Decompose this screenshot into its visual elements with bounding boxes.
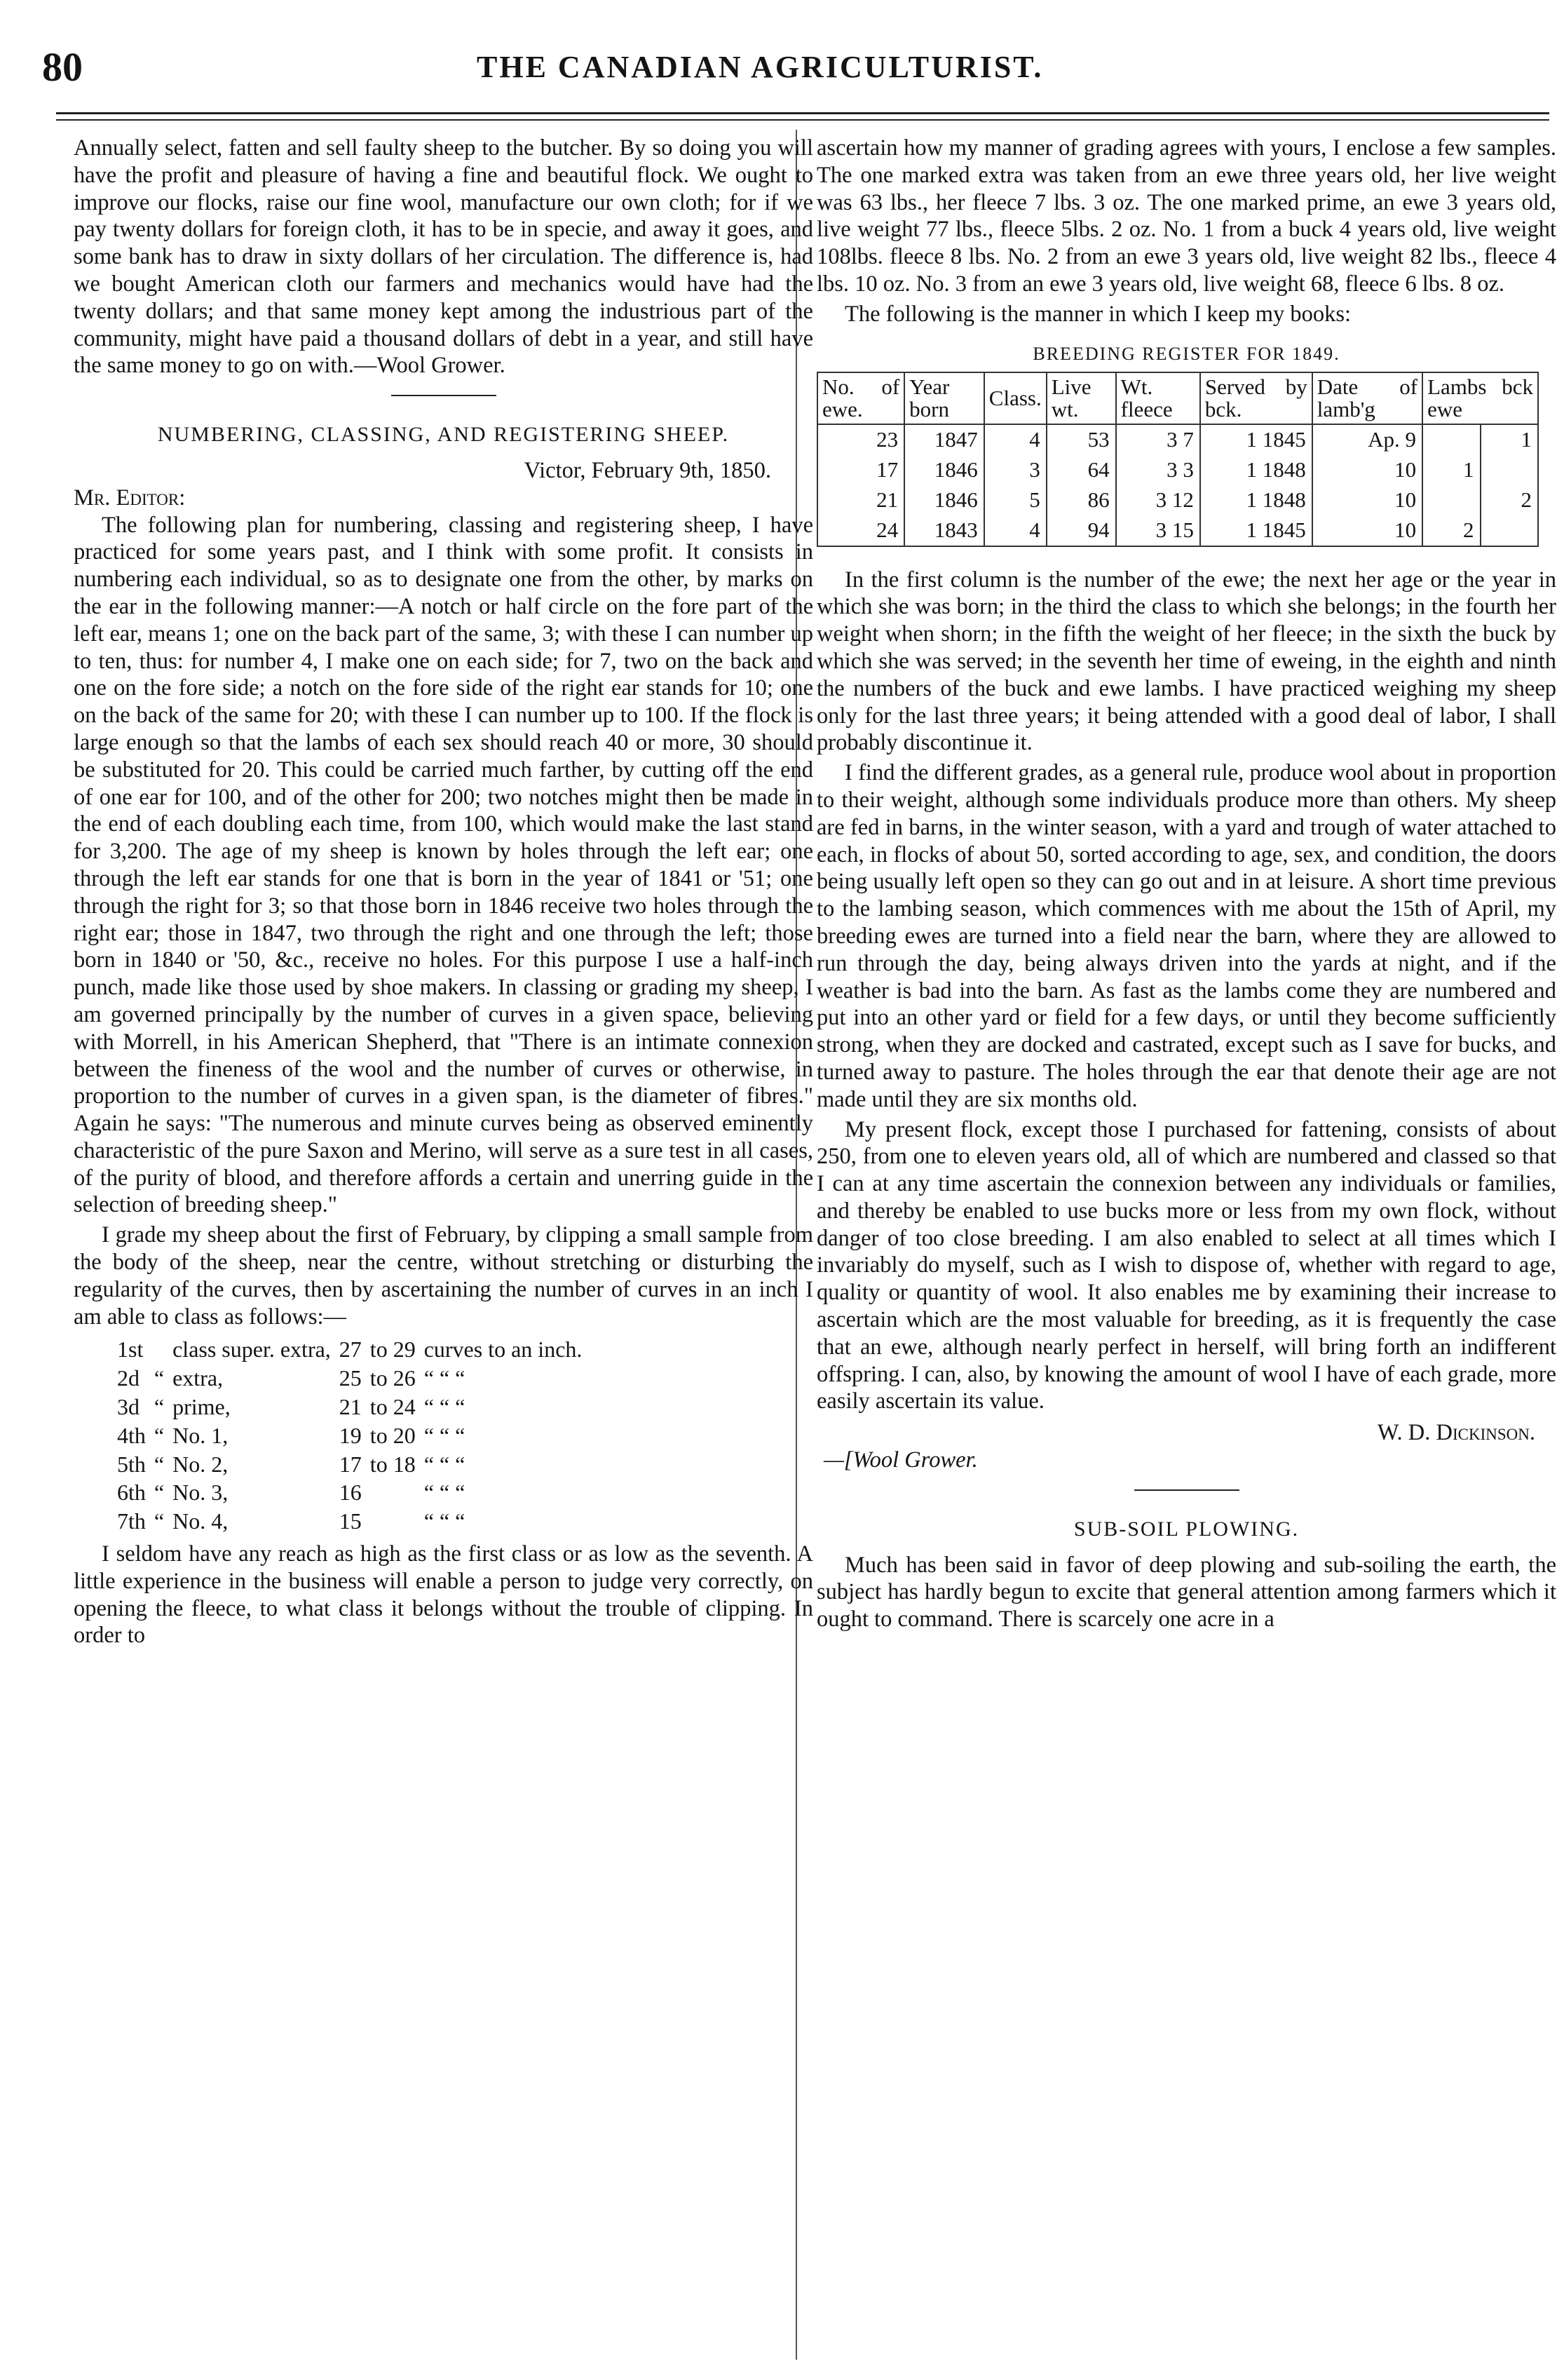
grade-tail: “ “ “ [423,1394,465,1420]
grade-label: 2d [117,1365,140,1391]
closing-paragraph: I seldom have any reach as high as the first class or as low as the seventh. A little experience in the business will enable a person to judge very correctly, on opening the fleece, to what class it belongs without the trouble of clipping. In order to [74,1541,813,1649]
register-cell-buck: 2 [1422,515,1480,546]
grade-from: 25 [339,1365,362,1391]
grade-to: to 24 [369,1394,416,1420]
register-cell-class: 4 [984,424,1047,455]
register-cell-served: 1 1845 [1200,424,1312,455]
register-header: Live wt. [1047,372,1116,424]
register-cell-date: 10 [1312,485,1422,515]
grade-name: No. 3, [172,1480,229,1506]
register-cell-served: 1 1845 [1200,515,1312,546]
register-cell-buck [1422,424,1480,455]
breeding-register-table [817,372,1539,546]
grade-to [370,1479,423,1506]
register-cell-date: 10 [1312,455,1422,485]
header-rule-thin [56,119,1549,121]
grade-row [117,1451,589,1478]
grade-ditto: “ [154,1508,165,1534]
register-cell-no: 23 [817,424,904,455]
grade-ditto: “ [154,1365,165,1391]
register-row [817,485,1538,515]
grade-ditto [154,1336,171,1363]
register-cell-year: 1847 [904,424,984,455]
register-header: Wt. fleece [1116,372,1200,424]
grade-to: to 26 [369,1365,416,1391]
grade-label: 6th [117,1480,146,1506]
register-cell-served: 1 1848 [1200,455,1312,485]
subsoil-paragraph: Much has been said in favor of deep plowing and sub-soiling the earth, the subject has hardly begun to excite that general attention among farmers which it ought to command. There is scarcely one acre in a [817,1552,1556,1632]
grade-tail: curves to an inch. [423,1337,583,1363]
register-cell-live: 64 [1047,455,1116,485]
section-divider [391,395,496,396]
subsoil-title: SUB-SOIL PLOWING. [1073,1517,1300,1541]
grade-from: 21 [339,1394,362,1420]
register-cell-live: 53 [1047,424,1116,455]
left-column [74,135,813,1652]
register-cell-served: 1 1848 [1200,485,1312,515]
grading-paragraph: I grade my sheep about the first of February, by clipping a small sample from the body of the sheep, near the centre, without stretching or disturbing the regularity of the curves, then by ascertaining the number of curves in an inch I am able to class as follows:— [74,1222,813,1330]
grade-to: to 18 [369,1451,416,1477]
grade-to [370,1508,423,1535]
dateline: Victor, February 9th, 1850. [524,457,771,483]
grade-ditto: “ [154,1394,165,1420]
grade-row [117,1336,589,1363]
grade-name: No. 2, [172,1451,229,1477]
register-cell-fleece: 3 15 [1116,515,1200,546]
register-cell-live: 94 [1047,515,1116,546]
grade-tail: “ “ “ [423,1365,465,1391]
grade-name: prime, [172,1394,231,1420]
register-cell-fleece: 3 3 [1116,455,1200,485]
register-header: No. of ewe. [817,372,904,424]
grade-from: 27 [339,1337,362,1363]
register-cell-no: 21 [817,485,904,515]
grade-label: 1st [117,1337,144,1363]
register-cell-no: 24 [817,515,904,546]
grade-row [117,1508,589,1535]
explanation-paragraph: In the first column is the number of the ewe; the next her age or the year in which she was born; in the third the class to which she belongs; in the fourth her weight when shorn; in the fifth the weight of her fleece; in the sixth the buck by which she was served; in the seventh her time of eweing, in the eighth and ninth the numbers of the buck and ewe lambs. I have practiced weighing my sheep only for the last three years; it being attended with a good deal of labor, I shall probably discontinue it. [817,567,1556,756]
grade-name: extra, [172,1365,224,1391]
grade-tail: “ “ “ [423,1422,465,1448]
register-cell-date: Ap. 9 [1312,424,1422,455]
register-row [817,455,1538,485]
grade-from: 17 [339,1451,362,1477]
register-cell-ewe [1481,515,1539,546]
register-cell-year: 1843 [904,515,984,546]
grade-to: to 20 [369,1422,416,1448]
register-cell-class: 4 [984,515,1047,546]
numbering-paragraph: The following plan for numbering, classing and registering sheep, I have practiced for some years past, and I think with some profit. It consists in numbering each individual, so as to designate one from the other, by marks on the ear in the following manner:—A notch or half circle on the fore part of the left ear, means 1; one on the back part of the same, 3; with these I can number up to ten, thus: for number 4, I make one on each side; for 7, two on the back and one on the fore side; a notch on the fore side of the right ear stands for 10; one on the back of the same for 20; with these I can number up to 100. If the flock is large enough so that the lambs of each sex should reach 40 or more, 30 should be substituted for 20. This could be carried much farther, by cutting off the end of one ear for 100, and of the other for 200; two notches might then be made in the end of each doubling each time, from 100, which would make the last stand for 3,200. The age of my sheep is known by holes through the left ear; one through the left ear stands for one that is born in the year of 1841 or '51; one through the right for 3; so that those born in 1846 receive two holes through the right ear; those in 1847, two through the right and one through the left; those born in 1840 or '50, &c., receive no holes. For this purpose I use a half-inch punch, made like those used by shoe makers. In classing or grading my sheep, I am governed principally by the number of curves in a given space, believing with Morrell, in his American Shepherd, that "There is an intimate connexion between the fineness of the wool and the number of curves or otherwise, in proportion to the number of curves in a given span, is the diameter of fibres." Again he says: "The numerous and minute curves being as observed eminently characteristic of the pure Saxon and Merino, will serve as a sure test in all cases, of the purity of blood, and therefore affords a certain and unerring guide in the selection of breeding sheep." [74,512,813,1218]
register-cell-live: 86 [1047,485,1116,515]
register-row [817,424,1538,455]
register-cell-ewe: 1 [1481,424,1539,455]
register-cell-date: 10 [1312,515,1422,546]
register-header: Date of lamb'g [1312,372,1422,424]
grade-label: 4th [117,1422,146,1448]
page-header [42,43,1549,100]
register-header: Lambs bck ewe [1422,372,1538,424]
grades-table [116,1334,590,1536]
register-cell-buck: 1 [1422,455,1480,485]
register-header: Year born [904,372,984,424]
grade-label: 5th [117,1451,146,1477]
running-title: THE CANADIAN AGRICULTURIST. [477,50,1044,84]
signature: W. D. Dickinson. [1377,1420,1535,1446]
grade-row [117,1365,589,1392]
page-number: 80 [42,44,83,90]
register-cell-buck [1422,485,1480,515]
grade-from: 15 [339,1508,362,1534]
register-header: Class. [984,372,1047,424]
grades-paragraph: I find the different grades, as a general rule, produce wool about in proportion to their weight, although some individuals produce more than others. My sheep are fed in barns, in the winter season, with a yard and trough of water attached to each, in flocks of about 50, sorted according to age, sex, and condition, the doors being usually left open so they can go out and in at leisure. A short time previous to the lambing season, which commences with me about the 15th of April, my breeding ewes are turned into a field near the barn, where they are allowed to run through the day, being always driven into the yards at night, and if the weather is bad into the barn. As fast as the lambs come they are numbered and put into an other yard or field for a few days, or until they become sufficiently strong, when they are docked and castrated, except such as I save for bucks, and turned away to pasture. The holes through the ear that denote their age are not made until they are six months old. [817,760,1556,1112]
register-title: BREEDING REGISTER FOR 1849. [1033,343,1340,364]
right-column [817,135,1556,1636]
register-cell-no: 17 [817,455,904,485]
grade-name: No. 4, [172,1508,229,1534]
grade-row [117,1393,589,1421]
register-cell-year: 1846 [904,485,984,515]
grade-from: 19 [339,1422,362,1448]
register-cell-ewe: 2 [1481,485,1539,515]
grade-label: 3d [117,1394,140,1420]
section-divider [1134,1489,1239,1491]
register-cell-ewe [1481,455,1539,485]
grade-row [117,1479,589,1506]
article-title: NUMBERING, CLASSING, AND REGISTERING SHEEP. [157,423,730,447]
register-header: Served by bck. [1200,372,1312,424]
intro-paragraph: Annually select, fatten and sell faulty sheep to the butcher. By so doing you will have the profit and pleasure of having a fine and beautiful flock. We ought to improve our flocks, raise our fine wool, manufacture our own cloth; for if we pay twenty dollars for foreign cloth, it has to be in specie, and away it goes, and some bank has to draw in sixty dollars of her circulation. The difference is, had we bought American cloth our farmers and mechanics would have had the twenty dollars; and that same money kept among the industrious part of the community, might have paid a thousand dollars of debt in a year, and still have the same money to go on with.—Wool Grower. [74,135,813,379]
grade-label: 7th [117,1508,146,1534]
grade-ditto: “ [154,1480,165,1506]
grade-row [117,1422,589,1449]
books-paragraph: The following is the manner in which I keep my books: [845,301,1352,327]
register-cell-year: 1846 [904,455,984,485]
register-cell-class: 3 [984,455,1047,485]
grade-name: No. 1, [172,1422,229,1448]
samples-paragraph: ascertain how my manner of grading agrees with yours, I enclose a few samples. The one marked extra was taken from an ewe three years old, her live weight was 63 lbs., her fleece 7 lbs. 3 oz. The one marked prime, an ewe 3 years old, live weight 77 lbs., fleece 5lbs. 2 oz. No. 1 from a buck 4 years old, live weight 108lbs. fleece 8 lbs. No. 2 from an ewe 3 years old, live weight 82 lbs., fleece 4 lbs. 10 oz. No. 3 from an ewe 3 years old, live weight 68, fleece 6 lbs. 8 oz. [817,135,1556,297]
grade-tail: “ “ “ [423,1508,465,1534]
grade-from: 16 [339,1480,362,1506]
grade-tail: “ “ “ [423,1451,465,1477]
register-cell-fleece: 3 12 [1116,485,1200,515]
grade-ditto: “ [154,1451,165,1477]
grade-to: to 29 [369,1337,416,1363]
register-row [817,515,1538,546]
grade-name: class super. extra, [172,1337,331,1363]
header-rule [56,112,1549,114]
flock-paragraph: My present flock, except those I purchased for fattening, consists of about 250, from one to eleven years old, all of which are numbered and classed so that I can at any time ascertain the connexion between any individuals or families, and thereby be enabled to use bucks more or less from my own flock, without danger of too close breeding. I am also enabled to select at all times which I invariably do myself, such as I wish to dispose of, whether with regard to age, quality or quantity of wool. It also enables me by examining their increase to ascertain which are the most valuable for breeding, as it is frequently the case that an ewe, although nearly perfect in herself, will bring forth an indifferent offspring. I can, also, by knowing the amount of wool I have of each grade, more easily ascertain its value. [817,1116,1556,1414]
grade-tail: “ “ “ [423,1480,465,1506]
source-credit: —[Wool Grower. [824,1447,978,1473]
register-cell-fleece: 3 7 [1116,424,1200,455]
grade-ditto: “ [154,1422,165,1448]
register-cell-class: 5 [984,485,1047,515]
salutation: Mr. Editor: [74,485,186,511]
